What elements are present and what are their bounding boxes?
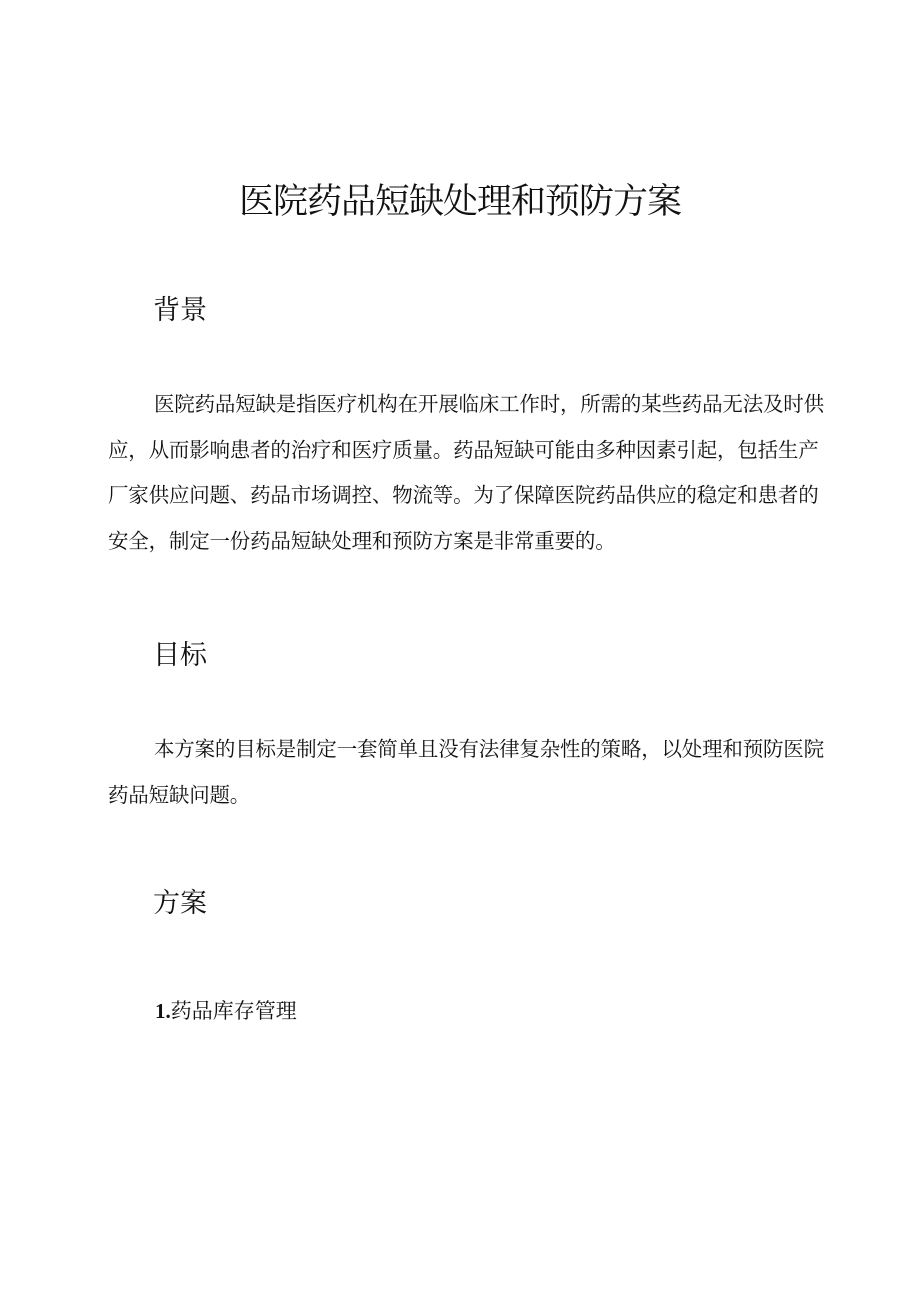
subsection-heading-inventory	[155, 995, 297, 1027]
section-heading-plan: 方案	[153, 888, 207, 919]
subsection-title: 药品库存管理	[170, 999, 297, 1023]
section-paragraph-goal: 本方案的目标是制定一套简单且没有法律复杂性的策略，以处理和预防医院药品短缺问题。	[108, 737, 824, 807]
document-title: 医院药品短缺处理和预防方案	[238, 182, 681, 222]
section-paragraph-background: 医院药品短缺是指医疗机构在开展临床工作时，所需的某些药品无法及时供应，从而影响患者的治疗和医疗质量。药品短缺可能由多种因素引起，包括生产厂家供应问题、药品市场调控、物流等。为了保障医院药品供应的稳定和患者的安全，制定一份药品短缺处理和预防方案是非常重要的。	[108, 392, 824, 553]
section-heading-background: 背景	[153, 295, 207, 326]
subsection-number: 1.	[155, 999, 171, 1023]
section-heading-goal: 目标	[153, 640, 207, 671]
